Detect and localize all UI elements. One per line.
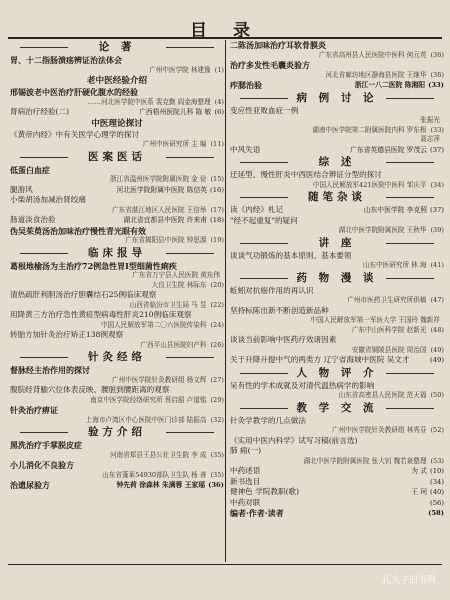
toc-author: 广州中医学院针灸教研组 林秀芬 (52) (332, 426, 444, 434)
toc-author: 广东省湛江地区人民医院 王信举 (17) (112, 205, 224, 214)
section-heading: 教 学 交 流 (230, 401, 444, 416)
toc-entry[interactable]: 中药对联 (56) (230, 497, 444, 507)
toc-entry[interactable]: 痄腮治验 浙江一八二医院 陈湘阳 (33) (230, 80, 444, 90)
toc-entry[interactable]: 吴有性的学术成就及对清代温热病学的影响 (230, 380, 375, 390)
toc-entry[interactable]: 胃、十二指肠溃疡辨证治法体会 (10, 55, 122, 65)
page-title: 目 录 (190, 21, 260, 41)
toc-entry[interactable]: 谈谈气功锻炼的基本原则、基本要领 (230, 250, 352, 260)
toc-entry[interactable]: 中药述语 为 式 (10) (230, 466, 444, 475)
toc-author: 山东中医研究所 林 海 (41) (362, 261, 444, 269)
toc-entry[interactable]: 治疗多发性毛囊炎验方 (230, 60, 310, 70)
section-heading: 验方介绍 (10, 425, 224, 440)
toc-author: 广东中山医科学院 赵新光 (48) (351, 325, 444, 334)
toc-entry[interactable]: 肾病治疗经验(二) 广西梧州医院儿科 陈 敏 (6) (10, 107, 224, 116)
section-heading: 随笔杂谈 (230, 190, 444, 205)
right-column (230, 40, 444, 519)
toc-entry[interactable]: 肺 痈(一) (230, 446, 262, 455)
toc-author: 湖北中医学院附属医院 王秋华 (39) (338, 226, 444, 234)
top-rule (8, 37, 442, 39)
watermark: 孔夫子旧书网 (381, 576, 436, 586)
toc-author: 广州市医药卫生研究所供稿 (47) (347, 296, 444, 304)
toc-author: 上海市卢湾区中心医院中医门诊部 陆振高 (32) (85, 415, 224, 424)
toc-author: 河北省廊坊地区静海县医院 王继华 (36) (325, 70, 444, 79)
toc-entry[interactable]: 邢锡波老中医治疗肝硬化腹水的经验 (10, 87, 138, 97)
toc-author: 南京中医学院经络研究所 蔡启韶 卢道铭 (29) (90, 395, 224, 404)
toc-entry[interactable]: 小儿消化不良验方 (10, 460, 74, 470)
section-heading: 病 例 讨 论 (230, 91, 444, 106)
toc-author: 山东省蓬莱54930部队卫生队 杨 善 (35) (102, 470, 224, 479)
toc-entry[interactable]: 小柴胡汤加减治肾绞痛 (10, 195, 86, 204)
subsection-heading: 中医理论探讨 (91, 118, 143, 129)
column-divider (225, 40, 226, 562)
bottom-rule (8, 564, 442, 565)
toc-entry[interactable]: 二陈汤加味治疗耳软骨膜炎 (230, 40, 326, 50)
toc-entry[interactable]: 低蛋白血症 (10, 164, 50, 175)
toc-entry[interactable]: "经不起重复"的疑问 (230, 215, 298, 225)
toc-author: 中国人民解放军第二〇六医院传染科 (24) (100, 320, 224, 329)
toc-entry[interactable]: 蚯蚓对抗癌作用的再认识 (230, 285, 314, 295)
left-column (10, 40, 224, 491)
toc-author: 广东省揭阳县中医院 钟思源 (19) (125, 236, 224, 244)
section-heading: 药 物 漫 谈 (230, 271, 444, 286)
toc-entry[interactable]: 坚持标陈出新不断创造新品种 (230, 305, 329, 315)
toc-entry[interactable]: 葛根地榆汤为主治疗72例急性胃Ⅰ型细菌性痢疾 (10, 260, 177, 271)
toc-entry[interactable]: 谈谈当前影响中医药疗效诸因素 (230, 335, 337, 344)
toc-entry[interactable]: 编者·作者·读者 (58) (230, 508, 444, 518)
toc-author: 广东省高州县人民医院中医科 何元英 (36) (318, 50, 444, 59)
toc-entry[interactable]: 针灸治疗痹证 (10, 405, 58, 415)
toc-entry[interactable]: 新书选目 (34) (230, 476, 444, 486)
toc-entry[interactable]: 健神色 学院教职(歌) 王 珂 (40) (230, 487, 444, 496)
section-heading: 临床报导 (10, 246, 224, 261)
toc-author: ……河北医学院中医系 裴克勤 阎金海整理 (4) (87, 97, 224, 106)
toc-author: 山东省高密县人民医院 范天福 (50) (338, 391, 444, 399)
toc-entry[interactable]: 迁延型、慢性肝炎中西医结合辨证分型的探讨 (230, 170, 382, 179)
toc-entry[interactable]: 变应性亚败血症一例 (230, 105, 299, 115)
toc-entry[interactable]: 关于升降升提中气的两类方 辽宁省海城中医院 吴文才 (49) (230, 355, 444, 364)
toc-entry[interactable]: 《黄帝内经》中有关医学心理学的探讨 (10, 129, 140, 139)
toc-entry[interactable]: 读《内经》札记 山东中医学院 李克照 (37) (230, 205, 444, 214)
toc-entry[interactable]: 腹脘经背腧穴位体表反映、腰脏到腰距离的观察 (10, 385, 170, 394)
toc-entry[interactable]: 针灸学教学的几点做法 (230, 415, 306, 425)
toc-entry[interactable]: 转胎方加针灸治疗矫正138例观察 (10, 330, 124, 339)
subsection-heading: 老中医经验介绍 (86, 76, 148, 86)
toc-author: 大良卫生院 林际东 (20) (151, 280, 224, 289)
toc-author: 广东省万宁县人民医院 黄东伟 (132, 271, 220, 279)
toc-entry[interactable]: 腿游风 河北医学院附属中医院 陈信英 (16) (10, 184, 224, 194)
toc-author: 广州中医学院 林建豫 (1) (149, 65, 224, 74)
toc-entry[interactable]: 《实用中医内科学》试写习稿(前言选) (230, 435, 358, 445)
section-heading: 讲 座 (230, 236, 444, 251)
toc-author: 安徽省铜陵县医院 周治国 (49) (351, 345, 444, 354)
toc-entry[interactable]: 治遗尿验方 钟先荷 徐森林 朱满蓉 王家瑶 (36) (10, 480, 224, 490)
section-heading: 医案医话 (10, 150, 224, 165)
toc-author: 湖北中医学院附属医院 张大钊 魏若泉整理 (53) (303, 456, 444, 465)
toc-author: 广州中医研究所 主 编 (11) (142, 140, 224, 148)
toc-entry[interactable]: 督脉经主治作用的探讨 (10, 365, 90, 375)
toc-entry[interactable]: 伪吴茱萸汤治加味治疗慢性青光眼有效 (10, 225, 146, 236)
toc-author: 中国人民解放军421医院中医科 邹庆平 (34) (312, 180, 444, 189)
toc-entry[interactable]: 肠道淡食治验 湖北省宜都县中医院 许来甫 (18) (10, 215, 224, 224)
toc-author: 河南省郑县王县公社卫生院 李 成 (35) (109, 450, 224, 459)
toc-author: 山西省临汾市卫生局 马 昱 (22) (129, 300, 224, 309)
toc-entry[interactable]: 清热疏肝利胆汤治疗胆囊结石25例临床观察 (10, 290, 157, 299)
toc-author: 广西平山县医院妇产科 (26) (140, 340, 224, 349)
toc-entry[interactable]: 黑洗治疗手掌脱皮症 (10, 440, 82, 450)
toc-author: 张振光 (420, 116, 440, 124)
toc-author: 湖南中医学院第二附属医院内科 罗东根 (33) (312, 125, 444, 134)
toc-entry[interactable]: 用降黄三方治疗急性黄疸型病毒性肝炎210例临床观察 (10, 310, 192, 319)
section-heading: 论 著 (10, 40, 224, 55)
section-heading: 针灸经络 (10, 350, 224, 365)
toc-author: 广州中医学院针灸教研组 杨文辉 (27) (112, 375, 224, 384)
toc-author: 中国人民解放军第一军医大学 王国玲 魏新祥 (310, 316, 440, 324)
toc-entry[interactable]: 中风失语 广东省英德县医院 罗茂云 (37) (230, 144, 444, 154)
section-heading: 综 述 (230, 155, 444, 170)
toc-author: 聂志萍 (420, 135, 440, 143)
toc-author: 浙江省温州医学院附属医院 金 俭 (15) (109, 175, 224, 183)
section-heading: 人 物 评 介 (230, 366, 444, 381)
